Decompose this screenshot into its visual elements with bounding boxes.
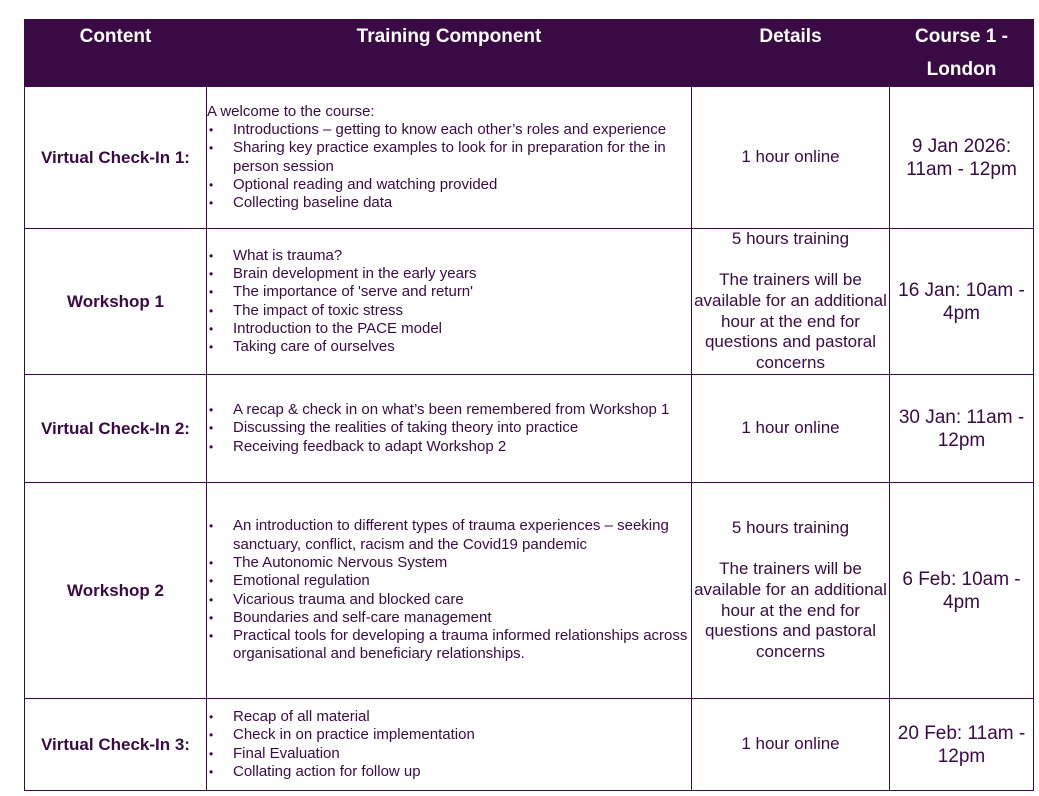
details-cell — [692, 87, 890, 229]
date-cell: 20 Feb: 11am - 12pm — [890, 699, 1034, 791]
content-cell: Virtual Check-In 2: — [25, 375, 207, 483]
list-item: • Receiving feedback to adapt Workshop 2 — [209, 437, 507, 455]
training-component-cell — [207, 87, 692, 229]
bullet-icon: • — [209, 122, 214, 137]
content-cell: Virtual Check-In 3: — [25, 699, 207, 791]
training-component-cell — [207, 229, 692, 375]
details-cell — [692, 699, 890, 791]
bullet-icon: • — [209, 592, 214, 607]
bullet-icon: • — [209, 764, 214, 779]
component-list — [207, 401, 691, 456]
list-item: • Vicarious trauma and blocked care — [209, 590, 464, 608]
training-schedule-table — [24, 19, 1034, 791]
date-cell: 9 Jan 2026: 11am - 12pm — [890, 87, 1034, 229]
bullet-icon: • — [209, 266, 214, 281]
list-item: • Introductions – getting to know each other’s roles and experience — [209, 120, 667, 138]
training-component-cell — [207, 699, 692, 791]
bullet-icon: • — [209, 421, 214, 436]
date-cell: 30 Jan: 11am - 12pm — [890, 375, 1034, 483]
list-item: • Check in on practice implementation — [209, 726, 475, 744]
list-item: • Discussing the realities of taking theory into practice — [209, 419, 579, 437]
bullet-icon: • — [209, 574, 214, 589]
content-cell: Workshop 2 — [25, 483, 207, 699]
bullet-icon: • — [209, 196, 214, 211]
component-list — [207, 708, 691, 781]
list-item: • Sharing key practice examples to look for in preparation for the in person session — [209, 139, 666, 175]
date-cell: 6 Feb: 10am - 4pm — [890, 483, 1034, 699]
bullet-icon: • — [209, 177, 214, 192]
training-component-cell — [207, 375, 692, 483]
bullet-icon: • — [209, 519, 214, 534]
bullet-icon: • — [209, 439, 214, 454]
list-item: • Taking care of ourselves — [209, 338, 395, 356]
table-row — [25, 699, 1034, 791]
bullet-icon: • — [209, 141, 214, 156]
details-cell — [692, 229, 890, 375]
table-row — [25, 375, 1034, 483]
list-item: • Optional reading and watching provided — [209, 175, 498, 193]
list-item: • Emotional regulation — [209, 572, 370, 590]
header-content: Content — [25, 20, 207, 87]
component-list — [207, 517, 691, 663]
bullet-icon: • — [209, 285, 214, 300]
bullet-icon: • — [209, 321, 214, 336]
list-item: • Boundaries and self-care management — [209, 608, 492, 626]
bullet-icon: • — [209, 403, 214, 418]
bullet-icon: • — [209, 629, 214, 644]
bullet-icon: • — [209, 248, 214, 263]
content-cell: Workshop 1 — [25, 229, 207, 375]
bullet-icon: • — [209, 340, 214, 355]
bullet-icon: • — [209, 709, 214, 724]
table-row — [25, 229, 1034, 375]
list-item: • The impact of toxic stress — [209, 301, 404, 319]
bullet-icon: • — [209, 303, 214, 318]
list-item: • The importance of 'serve and return' — [209, 283, 474, 301]
details-duration: 1 hour online — [741, 734, 840, 754]
list-item: • Brain development in the early years — [209, 264, 477, 282]
list-item: • The Autonomic Nervous System — [209, 553, 448, 571]
list-item: • Final Evaluation — [209, 744, 340, 762]
header-training-component: Training Component — [207, 20, 692, 87]
bullet-icon: • — [209, 555, 214, 570]
details-duration: 5 hours training — [731, 518, 850, 538]
training-component-cell — [207, 483, 692, 699]
bullet-icon: • — [209, 610, 214, 625]
header-details: Details — [692, 20, 890, 87]
table-row — [25, 483, 1034, 699]
list-item: • A recap & check in on what’s been remembered from Workshop 1 — [209, 401, 670, 419]
date-cell: 16 Jan: 10am - 4pm — [890, 229, 1034, 375]
list-item: • Collecting baseline data — [209, 194, 393, 212]
list-item: • Practical tools for developing a trauma informed relationships across organisational and beneficiary relationships. — [209, 627, 688, 663]
content-cell: Virtual Check-In 1: — [25, 87, 207, 229]
table-row — [25, 87, 1034, 229]
bullet-icon: • — [209, 728, 214, 743]
details-note: The trainers will be available for an additional hour at the end for questions and pastoral concerns — [694, 269, 887, 373]
details-cell — [692, 483, 890, 699]
component-list — [207, 121, 691, 212]
bullet-icon: • — [209, 746, 214, 761]
header-row — [25, 20, 1034, 87]
details-duration: 5 hours training — [731, 229, 850, 249]
component-list — [207, 247, 691, 357]
list-item: • What is trauma? — [209, 246, 343, 264]
intro-text: A welcome to the course: — [207, 102, 375, 120]
details-note: The trainers will be available for an additional hour at the end for questions and pastoral concerns — [694, 558, 887, 662]
header-course: Course 1 - London — [890, 20, 1034, 87]
details-duration: 1 hour online — [741, 147, 840, 167]
list-item: • Recap of all material — [209, 707, 370, 725]
list-item: • An introduction to different types of trauma experiences – seeking sanctuary, conflict, racism and the Covid19 pandemic — [209, 517, 669, 553]
list-item: • Introduction to the PACE model — [209, 319, 443, 337]
list-item: • Collating action for follow up — [209, 762, 421, 780]
details-cell — [692, 375, 890, 483]
details-duration: 1 hour online — [741, 418, 840, 438]
